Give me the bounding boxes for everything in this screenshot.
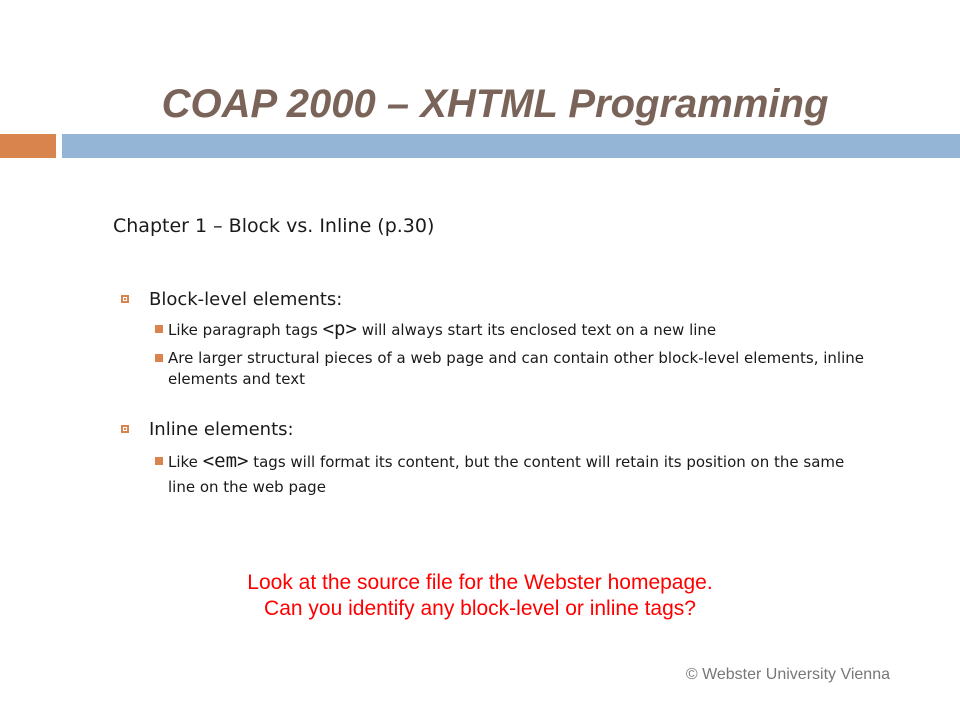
section-heading-text: Inline elements: — [149, 419, 294, 440]
sub-bullet-text-before: Like paragraph tags — [168, 321, 323, 339]
section-heading-text: Block-level elements: — [149, 289, 343, 310]
square-bullet-icon — [121, 295, 129, 303]
bullet-section-block — [121, 287, 868, 397]
title-divider-bar — [62, 134, 960, 158]
code-tag: <em> — [202, 450, 249, 472]
title-accent-bar — [0, 134, 56, 158]
sub-bullet-item — [121, 319, 868, 341]
callout-line: Look at the source file for the Webster homepage. — [247, 571, 713, 594]
square-bullet-icon — [121, 425, 129, 433]
section-item — [121, 287, 868, 390]
chapter-heading: Chapter 1 – Block vs. Inline (p.30) — [113, 215, 435, 237]
square-bullet-icon — [155, 354, 163, 362]
sub-bullet-item — [121, 348, 868, 390]
sub-bullet-text-before: Like — [168, 453, 203, 471]
bullet-section-inline — [121, 417, 868, 507]
callout-line: Can you identify any block-level or inline tags? — [264, 597, 696, 620]
section-heading — [121, 417, 868, 443]
square-bullet-icon — [155, 457, 163, 465]
callout-text — [0, 570, 960, 622]
footer-copyright: © Webster University Vienna — [685, 666, 890, 683]
section-heading — [121, 287, 868, 313]
sub-bullet-text-after: tags will format its content, but the content will retain its position on the same line on the web page — [168, 453, 845, 496]
section-item — [121, 417, 868, 500]
sub-bullet-list — [121, 319, 868, 390]
sub-bullet-text-after: will always start its enclosed text on a new line — [356, 321, 717, 339]
sub-bullet-item — [121, 449, 868, 500]
square-bullet-icon — [155, 325, 163, 333]
code-tag: <p> — [322, 318, 357, 340]
sub-bullet-text: Are larger structural pieces of a web page and can contain other block-level elements, inline elements and text — [168, 349, 864, 388]
sub-bullet-list — [121, 449, 868, 500]
slide-title: COAP 2000 – XHTML Programming — [161, 82, 829, 126]
